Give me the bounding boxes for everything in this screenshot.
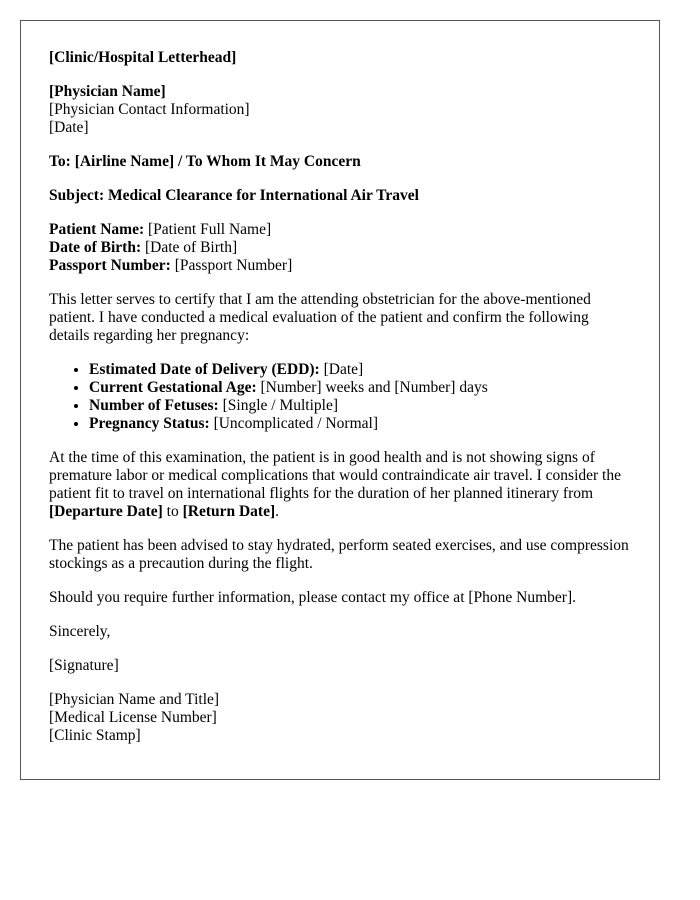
detail-value: [Single / Multiple]	[222, 397, 338, 414]
signoff-license: [Medical License Number]	[49, 709, 217, 726]
signoff-stamp: [Clinic Stamp]	[49, 727, 141, 744]
exam-text-end: .	[275, 503, 280, 520]
subject-line	[49, 187, 631, 205]
patient-name-label: Patient Name:	[49, 221, 145, 238]
detail-label: Pregnancy Status:	[89, 415, 210, 432]
list-item	[89, 379, 631, 397]
exam-paragraph	[49, 449, 631, 521]
detail-value: [Date]	[323, 361, 364, 378]
list-item	[89, 361, 631, 379]
detail-value: [Number] weeks and [Number] days	[260, 379, 488, 396]
departure-date: [Departure Date]	[49, 503, 163, 520]
detail-value: [Uncomplicated / Normal]	[213, 415, 378, 432]
detail-label: Current Gestational Age:	[89, 379, 257, 396]
patient-passport-label: Passport Number:	[49, 257, 171, 274]
letter-document	[20, 20, 660, 780]
list-item	[89, 397, 631, 415]
signoff-name-title: [Physician Name and Title]	[49, 691, 220, 708]
pregnancy-details-list	[49, 361, 631, 433]
detail-label: Number of Fetuses:	[89, 397, 219, 414]
exam-text-middle: to	[162, 503, 183, 520]
list-item	[89, 415, 631, 433]
signoff-block	[49, 691, 631, 745]
physician-contact: [Physician Contact Information]	[49, 101, 250, 118]
intro-paragraph: This letter serves to certify that I am the attending obstetrician for the above-mentioned patient. I have conducted a medical evaluation of the patient and confirm the following details regarding her pregnancy:	[49, 291, 591, 344]
letter-date: [Date]	[49, 119, 89, 136]
patient-name-value: [Patient Full Name]	[148, 221, 272, 238]
contact-paragraph: Should you require further information, please contact my office at [Phone Number].	[49, 589, 576, 606]
patient-passport-row	[49, 257, 631, 275]
patient-info	[49, 221, 631, 275]
advice-paragraph: The patient has been advised to stay hydrated, perform seated exercises, and use compression stockings as a precaution during the flight.	[49, 537, 629, 572]
exam-text: At the time of this examination, the patient is in good health and is not showing signs of premature labor or medical complications that would contraindicate air travel. I consider the patient fit to travel on international flights for the duration of her planned itinerary from	[49, 449, 621, 502]
letterhead	[49, 49, 631, 67]
return-date: [Return Date]	[182, 503, 276, 520]
detail-label: Estimated Date of Delivery (EDD):	[89, 361, 320, 378]
patient-passport-value: [Passport Number]	[174, 257, 293, 274]
patient-dob-row	[49, 239, 631, 257]
closing: Sincerely,	[49, 623, 111, 640]
patient-name-row	[49, 221, 631, 239]
signature-placeholder: [Signature]	[49, 657, 119, 674]
patient-dob-value: [Date of Birth]	[145, 239, 238, 256]
physician-block	[49, 83, 631, 137]
subject-text: Subject: Medical Clearance for International Air Travel	[49, 187, 419, 204]
patient-dob-label: Date of Birth:	[49, 239, 142, 256]
physician-name: [Physician Name]	[49, 83, 166, 100]
recipient-line	[49, 153, 631, 171]
recipient-text: To: [Airline Name] / To Whom It May Concern	[49, 153, 361, 170]
letterhead-text: [Clinic/Hospital Letterhead]	[49, 49, 237, 66]
